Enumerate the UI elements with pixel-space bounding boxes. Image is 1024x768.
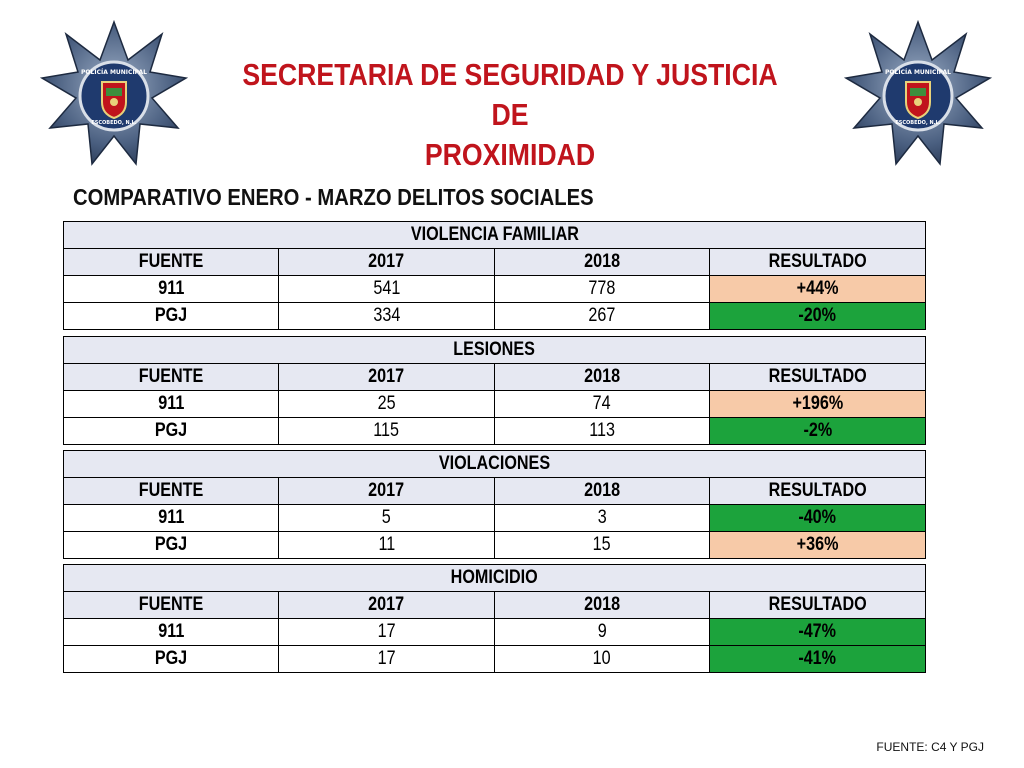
col-header-result: RESULTADO [710,364,926,391]
cell-2017: 115 [279,418,495,445]
badge-bottom-text: ESCOBEDO, N.L. [895,120,941,126]
cell-source: 911 [64,619,279,646]
col-header-2017: 2017 [279,478,495,505]
col-header-2018: 2018 [495,364,710,391]
col-header-source: FUENTE [64,249,279,276]
police-badge-left-icon [40,20,188,168]
table-row [64,619,926,646]
section-title: VIOLACIONES [64,451,926,478]
cell-2018: 778 [495,276,710,303]
cell-2017: 334 [279,303,495,330]
section-title: VIOLENCIA FAMILIAR [64,222,926,249]
col-header-source: FUENTE [64,478,279,505]
cell-result: -2% [710,418,926,445]
col-header-result: RESULTADO [710,249,926,276]
cell-result: +36% [710,532,926,559]
cell-source: 911 [64,391,279,418]
page-title [235,55,785,175]
page-title-line1: SECRETARIA DE SEGURIDAD Y JUSTICIA DE [242,57,778,132]
table-lesiones [63,336,926,445]
cell-source: 911 [64,505,279,532]
col-header-2017: 2017 [279,249,495,276]
cell-2018: 10 [495,646,710,673]
cell-2018: 3 [495,505,710,532]
section-title: LESIONES [64,337,926,364]
cell-result: -41% [710,646,926,673]
badge-bottom-text: ESCOBEDO, N.L. [91,120,137,126]
cell-2018: 113 [495,418,710,445]
police-badge-right-icon [844,20,992,168]
col-header-result: RESULTADO [710,478,926,505]
cell-source: 911 [64,276,279,303]
cell-source: PGJ [64,532,279,559]
cell-2018: 74 [495,391,710,418]
table-row [64,505,926,532]
cell-2017: 5 [279,505,495,532]
col-header-2018: 2018 [495,249,710,276]
page-title-line2: PROXIMIDAD [424,137,596,172]
table-row [64,532,926,559]
col-header-result: RESULTADO [710,592,926,619]
cell-2017: 17 [279,619,495,646]
cell-2017: 17 [279,646,495,673]
table-violencia-familiar [63,221,926,330]
table-violaciones [63,450,926,559]
cell-result: +196% [710,391,926,418]
cell-2017: 541 [279,276,495,303]
col-header-2018: 2018 [495,478,710,505]
source-footer: FUENTE: C4 Y PGJ [876,740,984,754]
cell-source: PGJ [64,303,279,330]
cell-2017: 25 [279,391,495,418]
col-header-source: FUENTE [64,364,279,391]
col-header-2017: 2017 [279,364,495,391]
cell-2018: 15 [495,532,710,559]
badge-top-text: POLICÍA MUNICIPAL [885,69,951,76]
cell-result: -40% [710,505,926,532]
cell-2017: 11 [279,532,495,559]
col-header-source: FUENTE [64,592,279,619]
section-title: HOMICIDIO [64,565,926,592]
table-row [64,276,926,303]
cell-result: -47% [710,619,926,646]
table-homicidio [63,564,926,673]
cell-2018: 267 [495,303,710,330]
badge-top-text: POLICÍA MUNICIPAL [81,69,147,76]
col-header-2018: 2018 [495,592,710,619]
table-row [64,418,926,445]
table-row [64,391,926,418]
cell-source: PGJ [64,418,279,445]
table-row [64,646,926,673]
cell-2018: 9 [495,619,710,646]
cell-result: +44% [710,276,926,303]
page-subtitle: COMPARATIVO ENERO - MARZO DELITOS SOCIALES [73,184,594,210]
col-header-2017: 2017 [279,592,495,619]
cell-source: PGJ [64,646,279,673]
table-row [64,303,926,330]
cell-result: -20% [710,303,926,330]
